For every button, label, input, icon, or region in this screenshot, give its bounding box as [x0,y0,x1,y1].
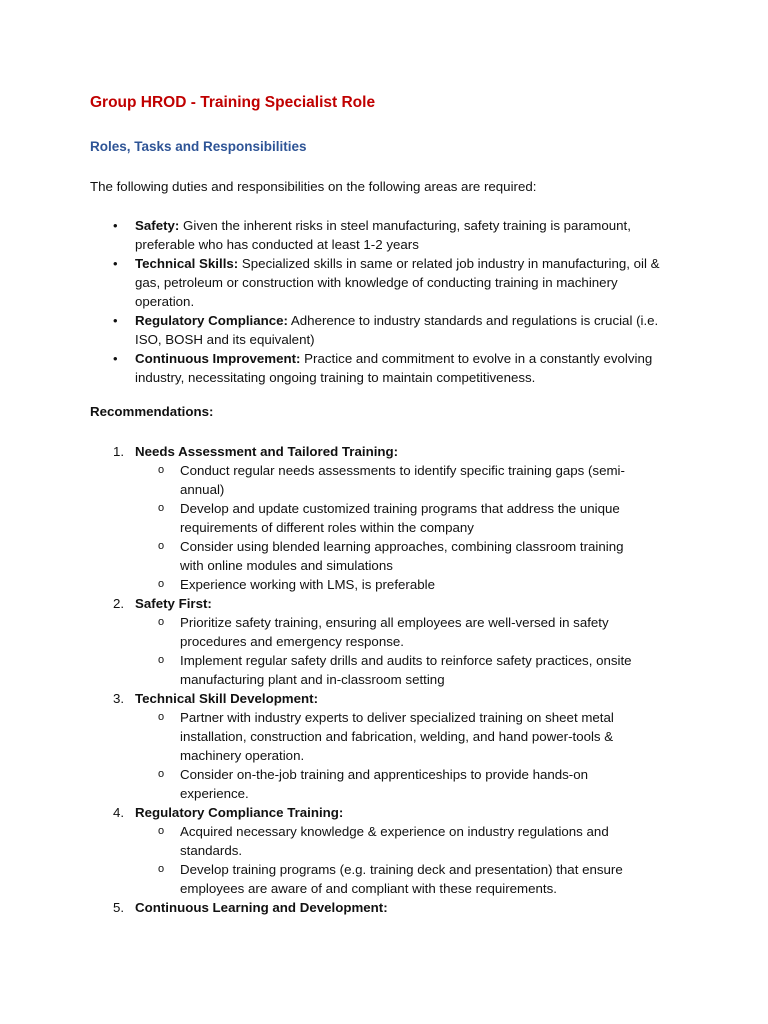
circle-bullet-icon: o [158,711,165,723]
sub-item [135,575,650,594]
item-number: 1. [113,444,125,459]
sub-item-text: Consider on-the-job training and apprenticeships to provide hands-on experience. [180,767,589,801]
recommendation-title: Regulatory Compliance Training: [135,805,344,820]
sub-item-text: Partner with industry experts to deliver specialized training on sheet metal installation, construction and fabrication, welding, and hand power-tools & machinery operation. [180,710,614,763]
circle-bullet-icon: o [158,863,165,875]
sub-item [135,860,650,898]
sub-item-text: Develop training programs (e.g. training deck and presentation) that ensure employees are aware of and compliant with these requirements. [180,862,623,896]
sub-item-text: Experience working with LMS, is preferable [180,577,435,592]
sub-item-text: Conduct regular needs assessments to identify specific training gaps (semi-annual) [180,463,625,497]
sub-item-text: Acquired necessary knowledge & experience on industry regulations and standards. [180,824,609,858]
list-item [0,216,675,254]
item-number: 2. [113,596,125,611]
sub-item-text: Develop and update customized training programs that address the unique requirements of different roles within the company [180,501,620,535]
item-label: Safety: [135,218,180,233]
sub-list [135,708,768,803]
sub-item [135,822,650,860]
sub-item [135,765,650,803]
circle-bullet-icon: o [158,825,165,837]
recommendations-heading: Recommendations: [90,404,214,419]
sub-item [135,651,650,689]
sub-item [135,708,650,765]
item-label: Regulatory Compliance: [135,313,288,328]
intro-paragraph: The following duties and responsibilities on the following areas are required: [90,179,537,194]
document-title: Group HROD - Training Specialist Role [90,94,376,111]
circle-bullet-icon: o [158,540,165,552]
recommendation-title: Continuous Learning and Development: [135,900,388,915]
section-subtitle: Roles, Tasks and Responsibilities [90,139,307,154]
sub-item-text: Implement regular safety drills and audits to reinforce safety practices, onsite manufacturing plant and in-classroom setting [180,653,632,687]
responsibilities-list [0,216,768,387]
recommendation-title: Safety First: [135,596,212,611]
sub-item [135,613,650,651]
item-text: Adherence to industry standards and regulations is crucial (i.e. ISO, BOSH and its equivalent) [135,313,659,347]
sub-list [135,822,768,898]
recommendation-item [0,442,768,594]
item-number: 5. [113,900,125,915]
sub-list [135,613,768,689]
sub-item [135,461,650,499]
circle-bullet-icon: o [158,616,165,628]
bullet-icon: • [113,218,118,233]
sub-item-text: Prioritize safety training, ensuring all employees are well-versed in safety procedures and emergency response. [180,615,609,649]
bullet-icon: • [113,351,118,366]
bullet-icon: • [113,313,118,328]
bullet-icon: • [113,256,118,271]
sub-item [135,499,650,537]
item-number: 4. [113,805,125,820]
circle-bullet-icon: o [158,578,165,590]
circle-bullet-icon: o [158,464,165,476]
recommendations-list [0,442,768,917]
recommendation-title: Technical Skill Development: [135,691,319,706]
recommendation-item [0,689,768,803]
circle-bullet-icon: o [158,502,165,514]
item-text: Practice and commitment to evolve in a constantly evolving industry, necessitating ongoing training to maintain competitiveness. [135,351,653,385]
item-text: Specialized skills in same or related job industry in manufacturing, oil & gas, petroleum or construction with knowledge of conducting training in machinery operation. [135,256,660,309]
item-label: Technical Skills: [135,256,239,271]
circle-bullet-icon: o [158,654,165,666]
sub-item-text: Consider using blended learning approaches, combining classroom training with online modules and simulations [180,539,624,573]
sub-list [135,461,768,594]
circle-bullet-icon: o [158,768,165,780]
list-item [0,311,675,349]
recommendation-item [0,898,768,917]
recommendation-item [0,803,768,898]
recommendation-title: Needs Assessment and Tailored Training: [135,444,399,459]
sub-item [135,537,650,575]
item-label: Continuous Improvement: [135,351,301,366]
item-text: Given the inherent risks in steel manufacturing, safety training is paramount, preferable who has conducted at least 1-2 years [135,218,631,252]
list-item [0,349,675,387]
recommendation-item [0,594,768,689]
item-number: 3. [113,691,125,706]
list-item [0,254,675,311]
